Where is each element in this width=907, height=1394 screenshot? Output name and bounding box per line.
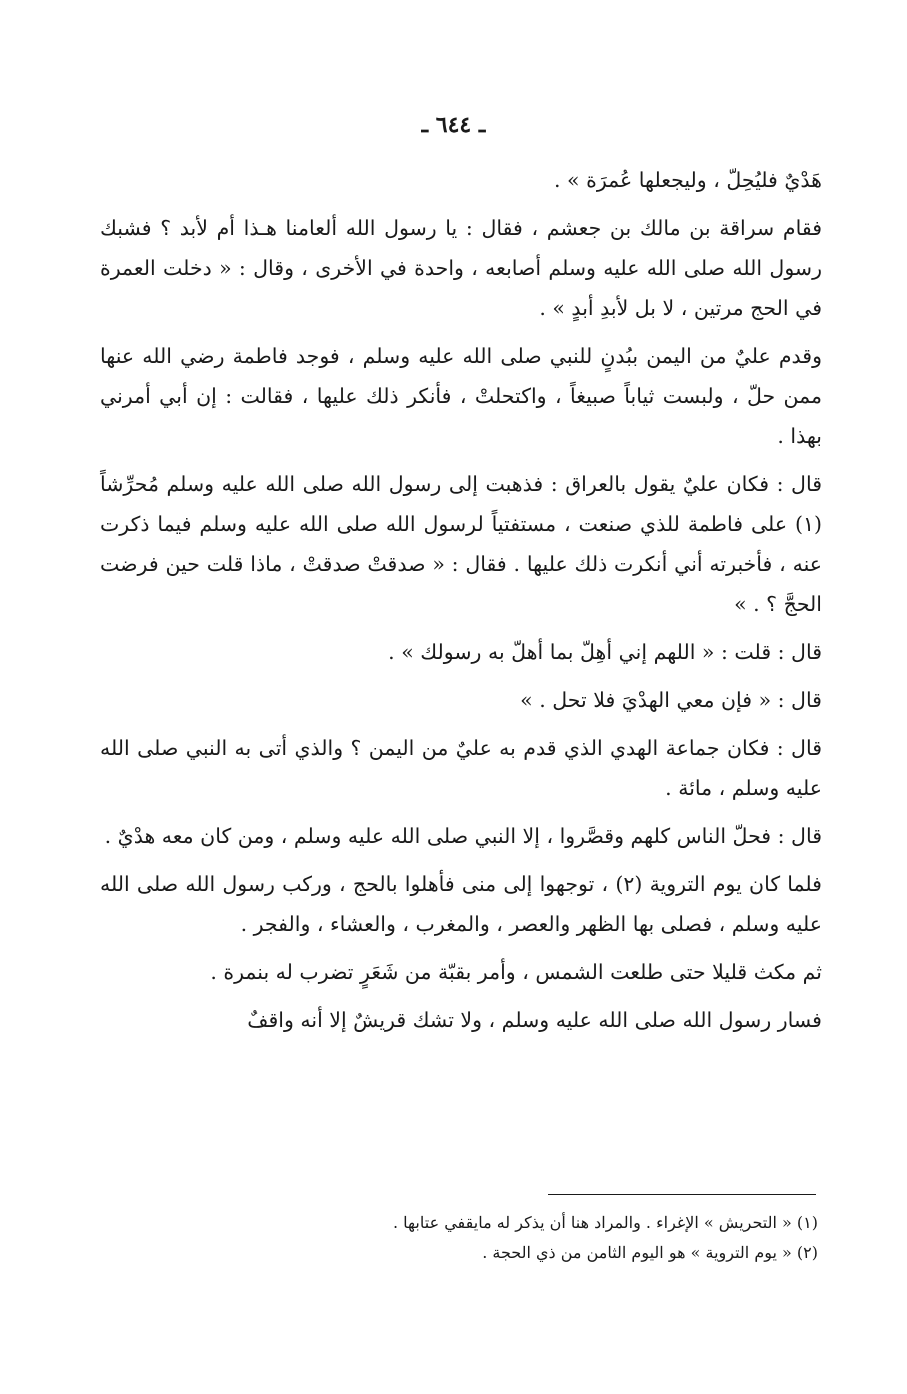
paragraph: هَدْيٌ فليُحِلّ ، وليجعلها عُمرَة » . xyxy=(554,168,822,192)
paragraph: فلما كان يوم التروية (٢) ، توجهوا إلى منى فأهلوا بالحج ، وركب رسول الله صلى الله عليه وسلم ، فصلى بها الظهر والعصر ، والمغرب ، والعشاء ، والفجر . xyxy=(100,872,822,936)
paragraph: قال : فحلّ الناس كلهم وقصَّروا ، إلا النبي صلى الله عليه وسلم ، ومن كان معه هدْيٌ . xyxy=(104,824,822,848)
footnote: (١) « التحريش » الإغراء . والمراد هنا أن يذكر له مايقفي عتابها . xyxy=(393,1213,818,1232)
paragraph: وقدم عليٌ من اليمن ببُدنٍ للنبي صلى الله عليه وسلم ، فوجد فاطمة رضي الله عنها ممن حلّ ، ولبست ثياباً صبيغاً ، واكتحلتْ ، فأنكر ذلك عليها ، فقالت : إن أبي أمرني بهذا . xyxy=(100,344,822,448)
paragraph: قال : « فإن معي الهدْيَ فلا تحل . » xyxy=(520,688,822,712)
footnotes xyxy=(260,1208,818,1268)
paragraph: فقام سراقة بن مالك بن جعشم ، فقال : يا رسول الله ألعامنا هـذا أم لأبد ؟ فشبك رسول الله صلى الله عليه وسلم أصابعه ، واحدة في الأخرى ، وقال : « دخلت العمرة في الحج مرتين ، لا بل لأبدِ أبدٍ » . xyxy=(100,216,822,320)
paragraph: ثم مكث قليلا حتى طلعت الشمس ، وأمر بقبّة من شَعَرٍ تضرب له بنمرة . xyxy=(210,960,822,984)
body-text xyxy=(100,160,822,1048)
footnote-divider xyxy=(548,1194,816,1195)
paragraph: قال : فكان جماعة الهدي الذي قدم به عليٌ من اليمن ؟ والذي أتى به النبي صلى الله عليه وسلم ، مائة . xyxy=(100,736,822,800)
paragraph: فسار رسول الله صلى الله عليه وسلم ، ولا تشك قريشٌ إلا أنه واقفٌ xyxy=(247,1008,822,1032)
paragraph: قال : قلت : « اللهم إني أهِلّ بما أهلّ به رسولك » . xyxy=(388,640,822,664)
paragraph: قال : فكان عليٌ يقول بالعراق : فذهبت إلى رسول الله صلى الله عليه وسلم مُحرِّشاً (١) على فاطمة للذي صنعت ، مستفتياً لرسول الله صلى الله عليه وسلم فيما ذكرت عنه ، فأخبرته أني أنكرت ذلك عليها . فقال : « صدقتْ صدقتْ ، ماذا قلت حين فرضت الحجَّ ؟ . » xyxy=(100,472,822,616)
page-number: ـ ٦٤٤ ـ xyxy=(421,112,486,138)
footnote: (٢) « يوم التروية » هو اليوم الثامن من ذي الحجة . xyxy=(482,1243,818,1262)
